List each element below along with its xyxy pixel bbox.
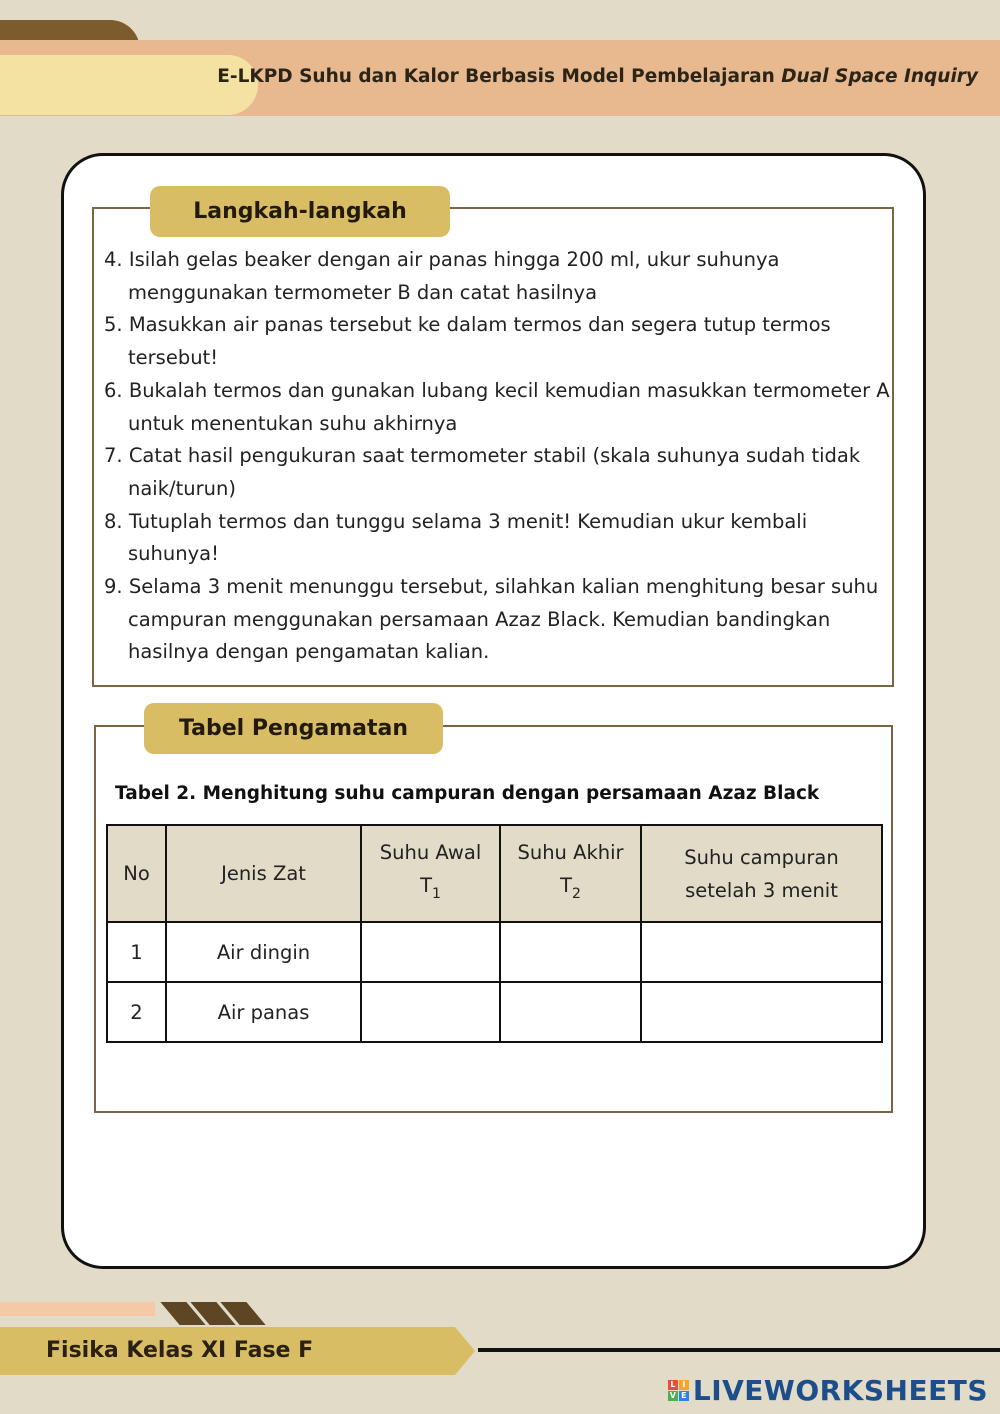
row-substance: Air panas	[166, 982, 361, 1042]
table-row	[107, 922, 882, 982]
logo-letter-v: V	[669, 1391, 676, 1400]
step-item: 7. Catat hasil pengukuran saat termometer stabil (skala suhunya sudah tidak naik/turun)	[104, 444, 861, 500]
document-title: E-LKPD Suhu dan Kalor Berbasis Model Pembelajaran Dual Space Inquiry	[217, 66, 978, 87]
logo-letter-i: I	[679, 1380, 689, 1390]
mixed-temp-input-cell[interactable]	[641, 922, 882, 982]
liveworksheets-wordmark: LIVEWORKSHEETS	[692, 1374, 988, 1407]
logo-letter-l: L	[668, 1380, 678, 1390]
table-caption: Tabel 2. Menghitung suhu campuran dengan persamaan Azaz Black	[115, 783, 820, 804]
mixed-temp-input-cell[interactable]	[641, 982, 882, 1042]
footer-decor-peach	[0, 1302, 155, 1316]
step-item: 6. Bukalah termos dan gunakan lubang kecil kemudian masukkan termometer A untuk menentukan suhu akhirnya	[104, 378, 890, 435]
final-temp-input-cell[interactable]	[500, 922, 641, 982]
steps-heading: Langkah-langkah	[150, 186, 450, 237]
initial-temp-input-cell[interactable]	[361, 982, 500, 1042]
header-mixed-temp: Suhu campuran setelah 3 menit	[641, 825, 882, 922]
step-item: 5. Masukkan air panas tersebut ke dalam termos dan segera tutup termos tersebut!	[104, 313, 831, 370]
liveworksheets-logo[interactable]	[668, 1374, 988, 1407]
step-item: 4. Isilah gelas beaker dengan air panas hingga 200 ml, ukur suhunya menggunakan termometer B dan catat hasilnya	[104, 248, 780, 304]
initial-temp-input-cell[interactable]	[361, 922, 500, 982]
liveworksheets-icon	[668, 1380, 689, 1401]
table-row	[107, 982, 882, 1042]
header-no: No	[107, 825, 166, 922]
header-final-temp: Suhu Akhir $T_2$	[500, 825, 641, 922]
footer-label: Fisika Kelas XI Fase F	[46, 1338, 314, 1363]
step-item: 9. Selama 3 menit menunggu tersebut, silahkan kalian menghitung besar suhu campuran menggunakan persamaan Azaz Black. Kemudian bandingkan hasilnya dengan pengamatan kalian.	[104, 575, 879, 664]
header-substance: Jenis Zat	[166, 825, 361, 922]
row-no: 1	[107, 922, 166, 982]
step-item: 8. Tutuplah termos dan tunggu selama 3 menit! Kemudian ukur kembali suhunya!	[104, 509, 808, 566]
footer-divider	[478, 1348, 1000, 1352]
steps-list	[104, 244, 894, 669]
final-temp-input-cell[interactable]	[500, 982, 641, 1042]
observation-table	[106, 824, 883, 1043]
row-no: 2	[107, 982, 166, 1042]
row-substance: Air dingin	[166, 922, 361, 982]
logo-letter-e: E	[679, 1391, 689, 1401]
observation-heading: Tabel Pengamatan	[144, 703, 443, 754]
header-initial-temp: Suhu Awal $T_1$	[361, 825, 500, 922]
table-header-row	[107, 825, 882, 922]
